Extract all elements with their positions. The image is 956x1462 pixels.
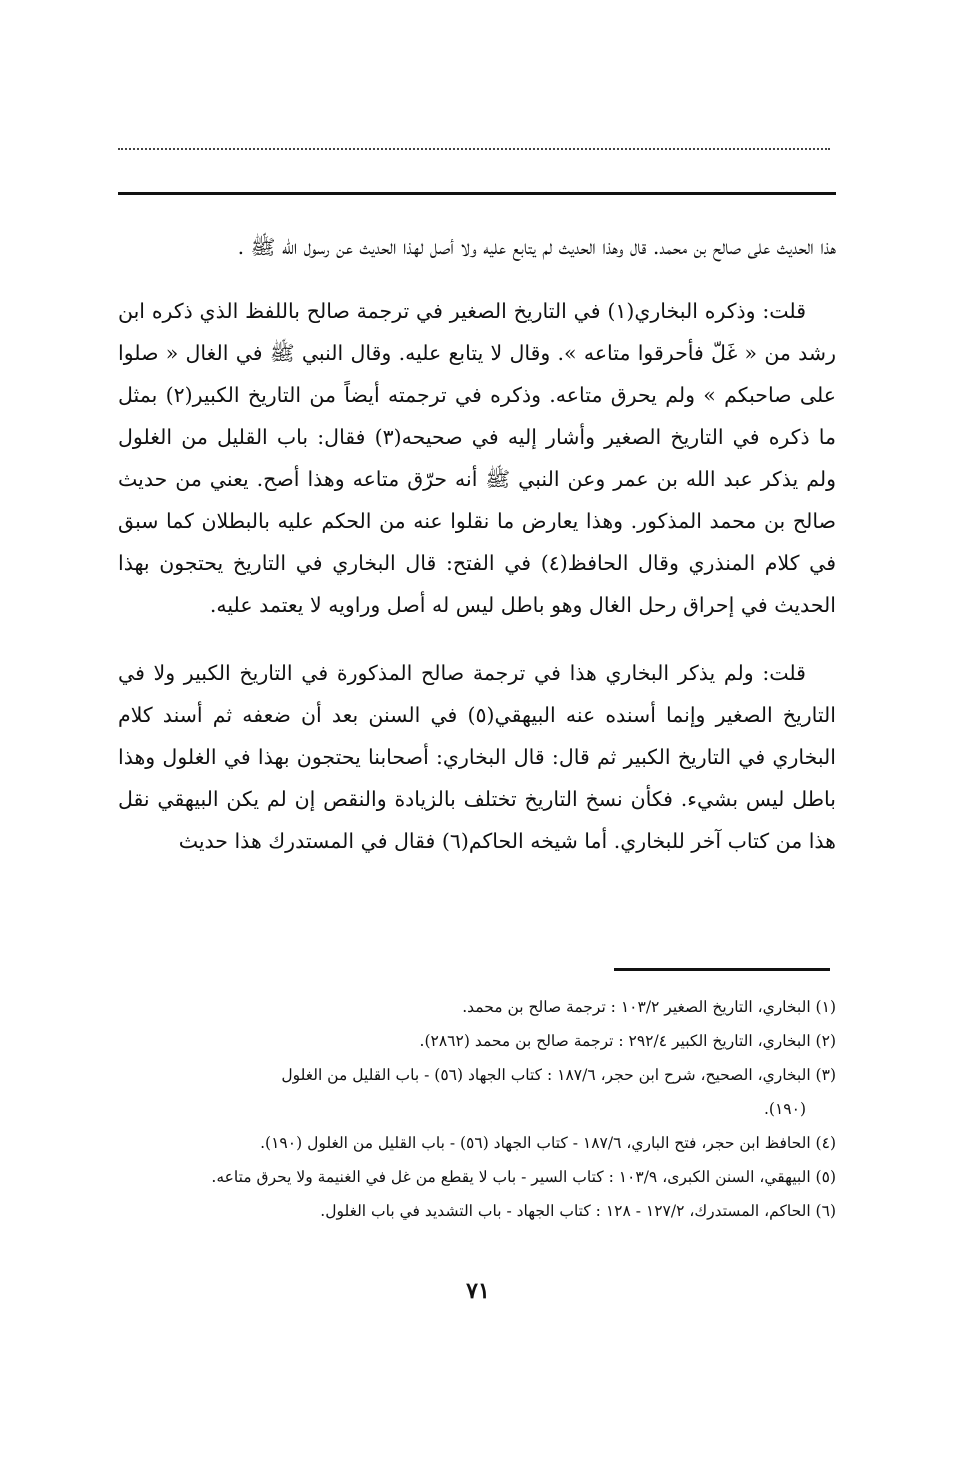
header-dotted-line bbox=[118, 148, 830, 150]
footnote-2: (٢) البخاري، التاريخ الكبير ٢٩٢/٤ : ترجمة صالح بن محمد (٢٨٦٢). bbox=[419, 1032, 836, 1050]
paragraph-3: قلت: ولم يذكر البخاري هذا في ترجمة صالح المذكورة في التاريخ الكبير ولا في التاريخ الصغير وإنما أسنده عنه البيهقي(٥) في السنن بعد أن ضعفه ثم أسند كلام البخاري في التاريخ الكبير ثم قال: قال البخاري: أصحابنا يحتجون بهذا في الغلول وهذا باطل ليس بشيء. فكأن نسخ التاريخ تختلف بالزيادة والنقص إن لم يكن البيهقي نقل هذا من كتاب آخر للبخاري. أما شيخه الحاكم(٦) فقال في المستدرك هذا حديث bbox=[118, 661, 837, 853]
footnote-4: (٤) الحافظ ابن حجر، فتح الباري، ١٨٧/٦ - كتاب الجهاد (٥٦) - باب القليل من الغلول (١٩٠). bbox=[260, 1134, 836, 1152]
footnote-separator bbox=[614, 968, 830, 971]
footnote-1: (١) البخاري، التاريخ الصغير ١٠٣/٢ : ترجمة صالح بن محمد. bbox=[462, 998, 836, 1016]
paragraph-1: هذا الحديث على صالح بن محمد. قال وهذا الحديث لم يتابع عليه ولا أصل لهذا الحديث عن رسول الله ﷺ . bbox=[237, 235, 836, 259]
paragraph-2: قلت: وذكره البخاري(١) في التاريخ الصغير في ترجمة صالح باللفظ الذي ذكره ابن رشد من « غَلّ فأحرقوا متاعه ». وقال لا يتابع عليه. وقال النبي ﷺ في الغال « صلوا على صاحبكم » ولم يحرق متاعه. وذكره في ترجمته أيضاً من التاريخ الكبير(٢) بمثل ما ذكره في التاريخ الصغير وأشار إليه في صحيحه(٣) فقال: باب القليل من الغلول ولم يذكر عبد الله بن عمر وعن النبي ﷺ أنه حرّق متاعه وهذا أصح. يعني من حديث صالح بن محمد المذكور. وهذا يعارض ما نقلوا عنه من الحكم عليه بالبطلان كما سبق في كلام المنذري وقال الحافظ(٤) في الفتح: قال البخاري في التاريخ يحتجون بهذا الحديث في إحراق رحل الغال وهو باطل ليس له أصل وراويه لا يعتمد عليه. bbox=[118, 299, 836, 617]
footnote-3: (٣) البخاري، الصحيح، شرح ابن حجر، ١٨٧/٦ : كتاب الجهاد (٥٦) - باب القليل من الغلول bbox=[281, 1066, 836, 1084]
footnote-5: (٥) البيهقي، السنن الكبرى، ١٠٣/٩ : كتاب السير - باب لا يقطع من غل في الغنيمة ولا يحرق متاعه. bbox=[211, 1168, 836, 1186]
footnotes bbox=[110, 990, 836, 1228]
main-text bbox=[118, 226, 836, 888]
footnote-3-continuation: (١٩٠). bbox=[763, 1100, 806, 1118]
header-rule bbox=[118, 192, 836, 195]
footnote-6: (٦) الحاكم، المستدرك، ١٢٧/٢ - ١٢٨ : كتاب الجهاد - باب التشديد في باب الغلول. bbox=[320, 1202, 836, 1220]
page-number: ٧١ bbox=[466, 1278, 490, 1304]
